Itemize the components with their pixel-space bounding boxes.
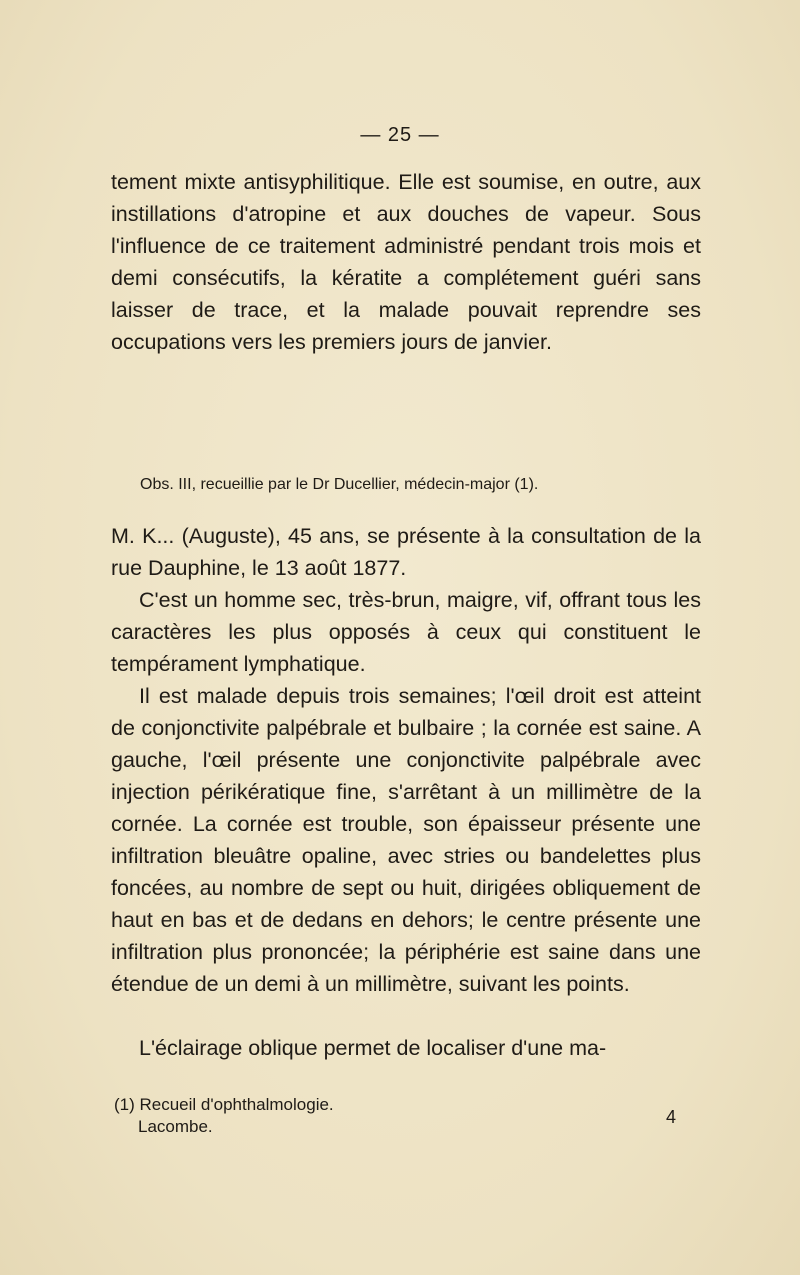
paragraph-1: tement mixte antisyphilitique. Elle est soumise, en outre, aux instillations d'atropine et aux douches de vapeur. Sous l'influence de ce traitement administré pendant trois mois et demi consécutifs, la kératite a complétement guéri sans laisser de trace, et la malade pouvait reprendre ses occupations vers les premiers jours de janvier. [111, 170, 701, 354]
signature-mark: 4 [666, 1107, 677, 1127]
paragraph-2: M. K... (Auguste), 45 ans, se présente à la consultation de la rue Dauphine, le 13 août 1877. [111, 524, 701, 580]
footnote-line-1: (1) Recueil d'ophthalmologie. [114, 1095, 334, 1114]
observation-heading: Obs. III, recueillie par le Dr Ducellier, médecin-major (1). [140, 476, 539, 493]
footnote-line-2: Lacombe. [138, 1117, 213, 1136]
paragraph-4: Il est malade depuis trois semaines; l'œil droit est atteint de conjonctivite palpébrale et bulbaire ; la cornée est saine. A gauche, l'œil présente une conjonctivite palpébrale avec injection périkératique fine, s'arrêtant à un millimètre de la cornée. La cornée est trouble, son épaisseur présente une infiltration bleuâtre opaline, avec stries ou bandelettes plus foncées, au nombre de sept ou huit, dirigées obliquement de haut en bas et de dedans en dehors; le centre présente une infiltration plus prononcée; la périphérie est saine dans une étendue de un demi à un millimètre, suivant les points. [111, 684, 701, 996]
page-number: — 25 — [360, 124, 440, 146]
paragraph-3: C'est un homme sec, très-brun, maigre, vif, offrant tous les caractères les plus opposés à ceux qui constituent le tempérament lymphatique. [111, 588, 701, 676]
footnote [114, 1094, 614, 1138]
paragraph-5: L'éclairage oblique permet de localiser d'une ma- [139, 1036, 607, 1060]
